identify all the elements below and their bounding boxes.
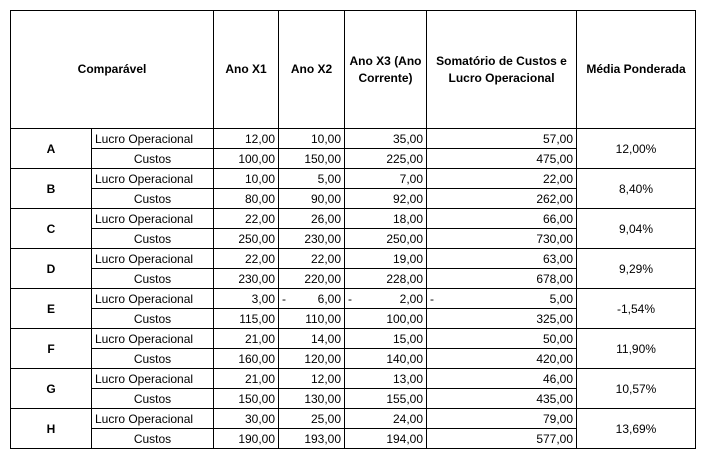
metric-lucro-label: Lucro Operacional (92, 409, 214, 429)
media-ponderada-value: 8,40% (577, 169, 696, 209)
lucro-value: 24,00 (345, 409, 427, 429)
media-ponderada-value: 9,04% (577, 209, 696, 249)
table-row (11, 329, 696, 349)
lucro-value: 63,00 (427, 249, 577, 269)
metric-custos-label: Custos (92, 309, 214, 329)
table-row (11, 369, 696, 389)
metric-lucro-label: Lucro Operacional (92, 249, 214, 269)
metric-lucro-label: Lucro Operacional (92, 329, 214, 349)
lucro-value: 10,00 (279, 129, 345, 149)
metric-custos-label: Custos (92, 149, 214, 169)
lucro-value: 12,00 (214, 129, 279, 149)
custos-value: 160,00 (214, 349, 279, 369)
lucro-value-text: 5,00 (549, 291, 574, 306)
lucro-value: 10,00 (214, 169, 279, 189)
custos-value: 435,00 (427, 389, 577, 409)
lucro-value (345, 289, 427, 309)
custos-value: 250,00 (214, 229, 279, 249)
lucro-value: 5,00 (279, 169, 345, 189)
metric-lucro-label: Lucro Operacional (92, 289, 214, 309)
custos-value: 325,00 (427, 309, 577, 329)
custos-value: 150,00 (279, 149, 345, 169)
comparable-label: E (11, 289, 92, 329)
custos-value: 230,00 (279, 229, 345, 249)
lucro-value: 19,00 (345, 249, 427, 269)
lucro-value: 14,00 (279, 329, 345, 349)
metric-custos-label: Custos (92, 429, 214, 449)
table-row (11, 409, 696, 429)
lucro-value: 15,00 (345, 329, 427, 349)
negative-sign: - (430, 291, 435, 306)
metric-custos-label: Custos (92, 229, 214, 249)
header-ano-x2: Ano X2 (279, 11, 345, 129)
media-ponderada-value: 10,57% (577, 369, 696, 409)
media-ponderada-value: -1,54% (577, 289, 696, 329)
custos-value: 155,00 (345, 389, 427, 409)
lucro-value: 3,00 (214, 289, 279, 309)
lucro-value (427, 289, 577, 309)
lucro-value: 25,00 (279, 409, 345, 429)
custos-value: 730,00 (427, 229, 577, 249)
lucro-value-text: 2,00 (399, 291, 424, 306)
table-row (11, 249, 696, 269)
custos-value: 90,00 (279, 189, 345, 209)
lucro-value: 57,00 (427, 129, 577, 149)
custos-value: 110,00 (279, 309, 345, 329)
lucro-value: 30,00 (214, 409, 279, 429)
custos-value: 140,00 (345, 349, 427, 369)
lucro-value: 22,00 (427, 169, 577, 189)
media-ponderada-value: 11,90% (577, 329, 696, 369)
metric-custos-label: Custos (92, 269, 214, 289)
header-ano-x3: Ano X3 (Ano Corrente) (345, 11, 427, 129)
custos-value: 577,00 (427, 429, 577, 449)
media-ponderada-value: 9,29% (577, 249, 696, 289)
lucro-value: 66,00 (427, 209, 577, 229)
custos-value: 193,00 (279, 429, 345, 449)
media-ponderada-value: 12,00% (577, 129, 696, 169)
metric-lucro-label: Lucro Operacional (92, 129, 214, 149)
lucro-value: 13,00 (345, 369, 427, 389)
lucro-value: 35,00 (345, 129, 427, 149)
comparable-label: C (11, 209, 92, 249)
header-media-ponderada: Média Ponderada (577, 11, 696, 129)
comparable-label: A (11, 129, 92, 169)
lucro-value: 12,00 (279, 369, 345, 389)
metric-lucro-label: Lucro Operacional (92, 169, 214, 189)
lucro-value: 21,00 (214, 369, 279, 389)
metric-lucro-label: Lucro Operacional (92, 369, 214, 389)
custos-value: 250,00 (345, 229, 427, 249)
custos-value: 80,00 (214, 189, 279, 209)
custos-value: 150,00 (214, 389, 279, 409)
custos-value: 130,00 (279, 389, 345, 409)
custos-value: 194,00 (345, 429, 427, 449)
comparable-label: B (11, 169, 92, 209)
comparables-table (10, 10, 696, 449)
custos-value: 190,00 (214, 429, 279, 449)
custos-value: 420,00 (427, 349, 577, 369)
lucro-value: 18,00 (345, 209, 427, 229)
lucro-value-text: 6,00 (317, 291, 342, 306)
custos-value: 678,00 (427, 269, 577, 289)
custos-value: 475,00 (427, 149, 577, 169)
table-row (11, 169, 696, 189)
metric-custos-label: Custos (92, 389, 214, 409)
comparable-label: H (11, 409, 92, 449)
lucro-value: 50,00 (427, 329, 577, 349)
custos-value: 100,00 (214, 149, 279, 169)
header-ano-x1: Ano X1 (214, 11, 279, 129)
lucro-value: 22,00 (214, 209, 279, 229)
metric-custos-label: Custos (92, 349, 214, 369)
lucro-value: 22,00 (279, 249, 345, 269)
lucro-value: 21,00 (214, 329, 279, 349)
header-somatorio: Somatório de Custos e Lucro Operacional (427, 11, 577, 129)
custos-value: 262,00 (427, 189, 577, 209)
header-row (11, 11, 696, 129)
table-row (11, 129, 696, 149)
table-row (11, 289, 696, 309)
negative-sign: - (348, 291, 353, 306)
custos-value: 120,00 (279, 349, 345, 369)
media-ponderada-value: 13,69% (577, 409, 696, 449)
custos-value: 225,00 (345, 149, 427, 169)
lucro-value (279, 289, 345, 309)
lucro-value: 7,00 (345, 169, 427, 189)
lucro-value: 79,00 (427, 409, 577, 429)
lucro-value: 46,00 (427, 369, 577, 389)
metric-lucro-label: Lucro Operacional (92, 209, 214, 229)
lucro-value: 26,00 (279, 209, 345, 229)
comparable-label: G (11, 369, 92, 409)
header-comparavel: Comparável (11, 11, 214, 129)
custos-value: 100,00 (345, 309, 427, 329)
lucro-value: 22,00 (214, 249, 279, 269)
comparable-label: F (11, 329, 92, 369)
negative-sign: - (282, 291, 287, 306)
custos-value: 92,00 (345, 189, 427, 209)
comparable-label: D (11, 249, 92, 289)
custos-value: 230,00 (214, 269, 279, 289)
custos-value: 220,00 (279, 269, 345, 289)
table-row (11, 209, 696, 229)
custos-value: 228,00 (345, 269, 427, 289)
metric-custos-label: Custos (92, 189, 214, 209)
custos-value: 115,00 (214, 309, 279, 329)
